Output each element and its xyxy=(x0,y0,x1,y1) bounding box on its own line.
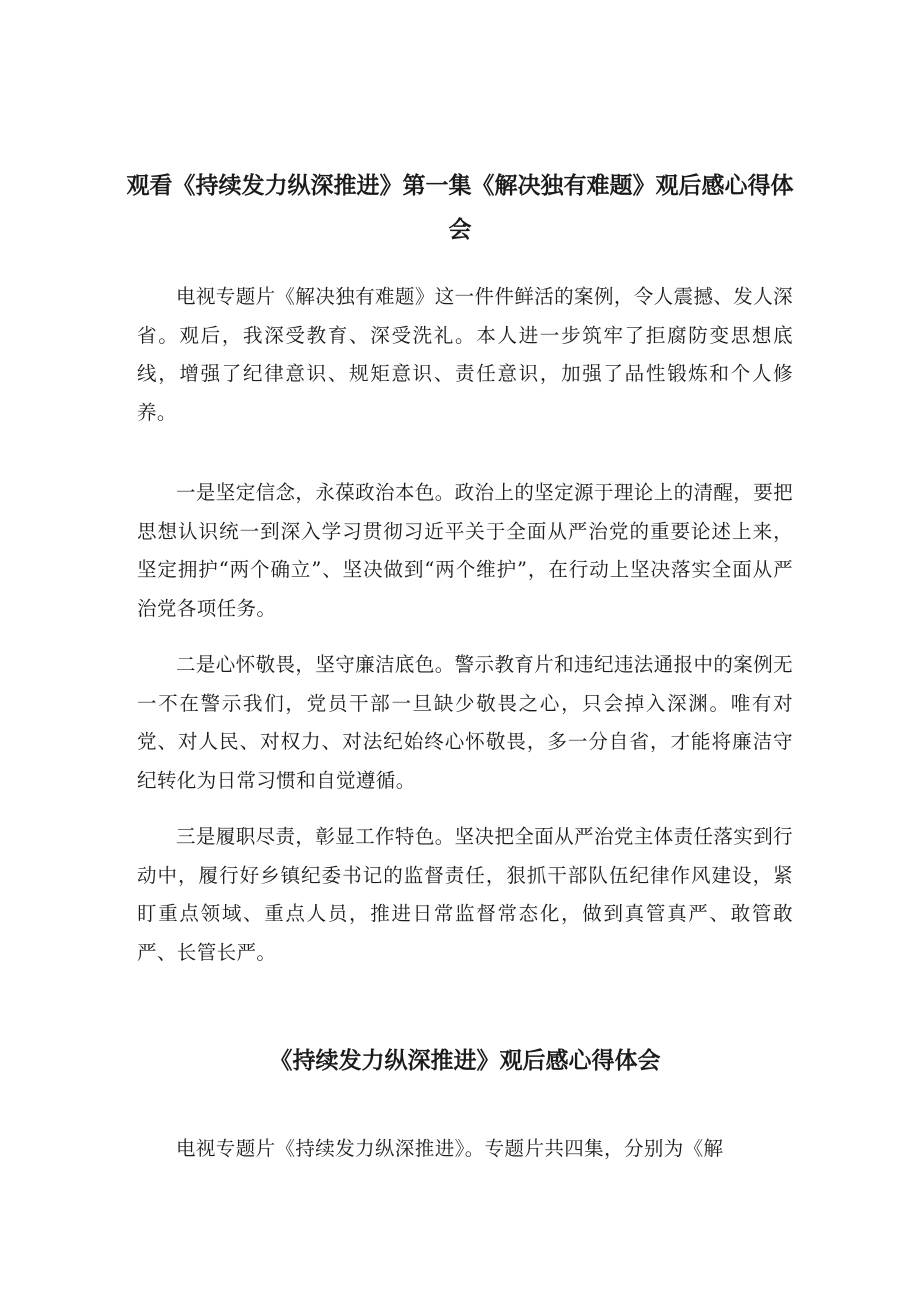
second-article-title: 《持续发力纵深推进》观后感心得体会 xyxy=(269,1048,661,1074)
document-title: 观看《持续发力纵深推进》第一集《解决独有难题》观后感心得体会 xyxy=(126,173,794,243)
paragraph-intro: 电视专题片《解决独有难题》这一件件鲜活的案例，令人震撼、发人深省。观后，我深受教育、深受洗礼。本人进一步筑牢了拒腐防变思想底线，增强了纪律意识、规矩意识、责任意识，加强了品性锻炼和个人修养。 xyxy=(137,285,793,424)
paragraph-point-three: 三是履职尽责，彰显工作特色。坚决把全面从严治党主体责任落实到行动中，履行好乡镇纪委书记的监督责任，狠抓干部队伍纪律作风建设，紧盯重点领域、重点人员，推进日常监督常态化，做到真管真严、敢管敢严、长管长严。 xyxy=(137,825,793,964)
second-article-paragraph: 电视专题片《持续发力纵深推进》。专题片共四集，分别为《解 xyxy=(176,1137,724,1160)
paragraph-point-two: 二是心怀敬畏，坚守廉洁底色。警示教育片和违纪违法通报中的案例无一不在警示我们，党员干部一旦缺少敬畏之心，只会掉入深渊。唯有对党、对人民、对权力、对法纪始终心怀敬畏，多一分自省，才能将廉洁守纪转化为日常习惯和自觉遵循。 xyxy=(137,653,793,792)
paragraph-point-one: 一是坚定信念，永葆政治本色。政治上的坚定源于理论上的清醒，要把思想认识统一到深入学习贯彻习近平关于全面从严治党的重要论述上来，坚定拥护“两个确立”、坚决做到“两个维护”，在行动上坚决落实全面从严治党各项任务。 xyxy=(137,481,793,620)
